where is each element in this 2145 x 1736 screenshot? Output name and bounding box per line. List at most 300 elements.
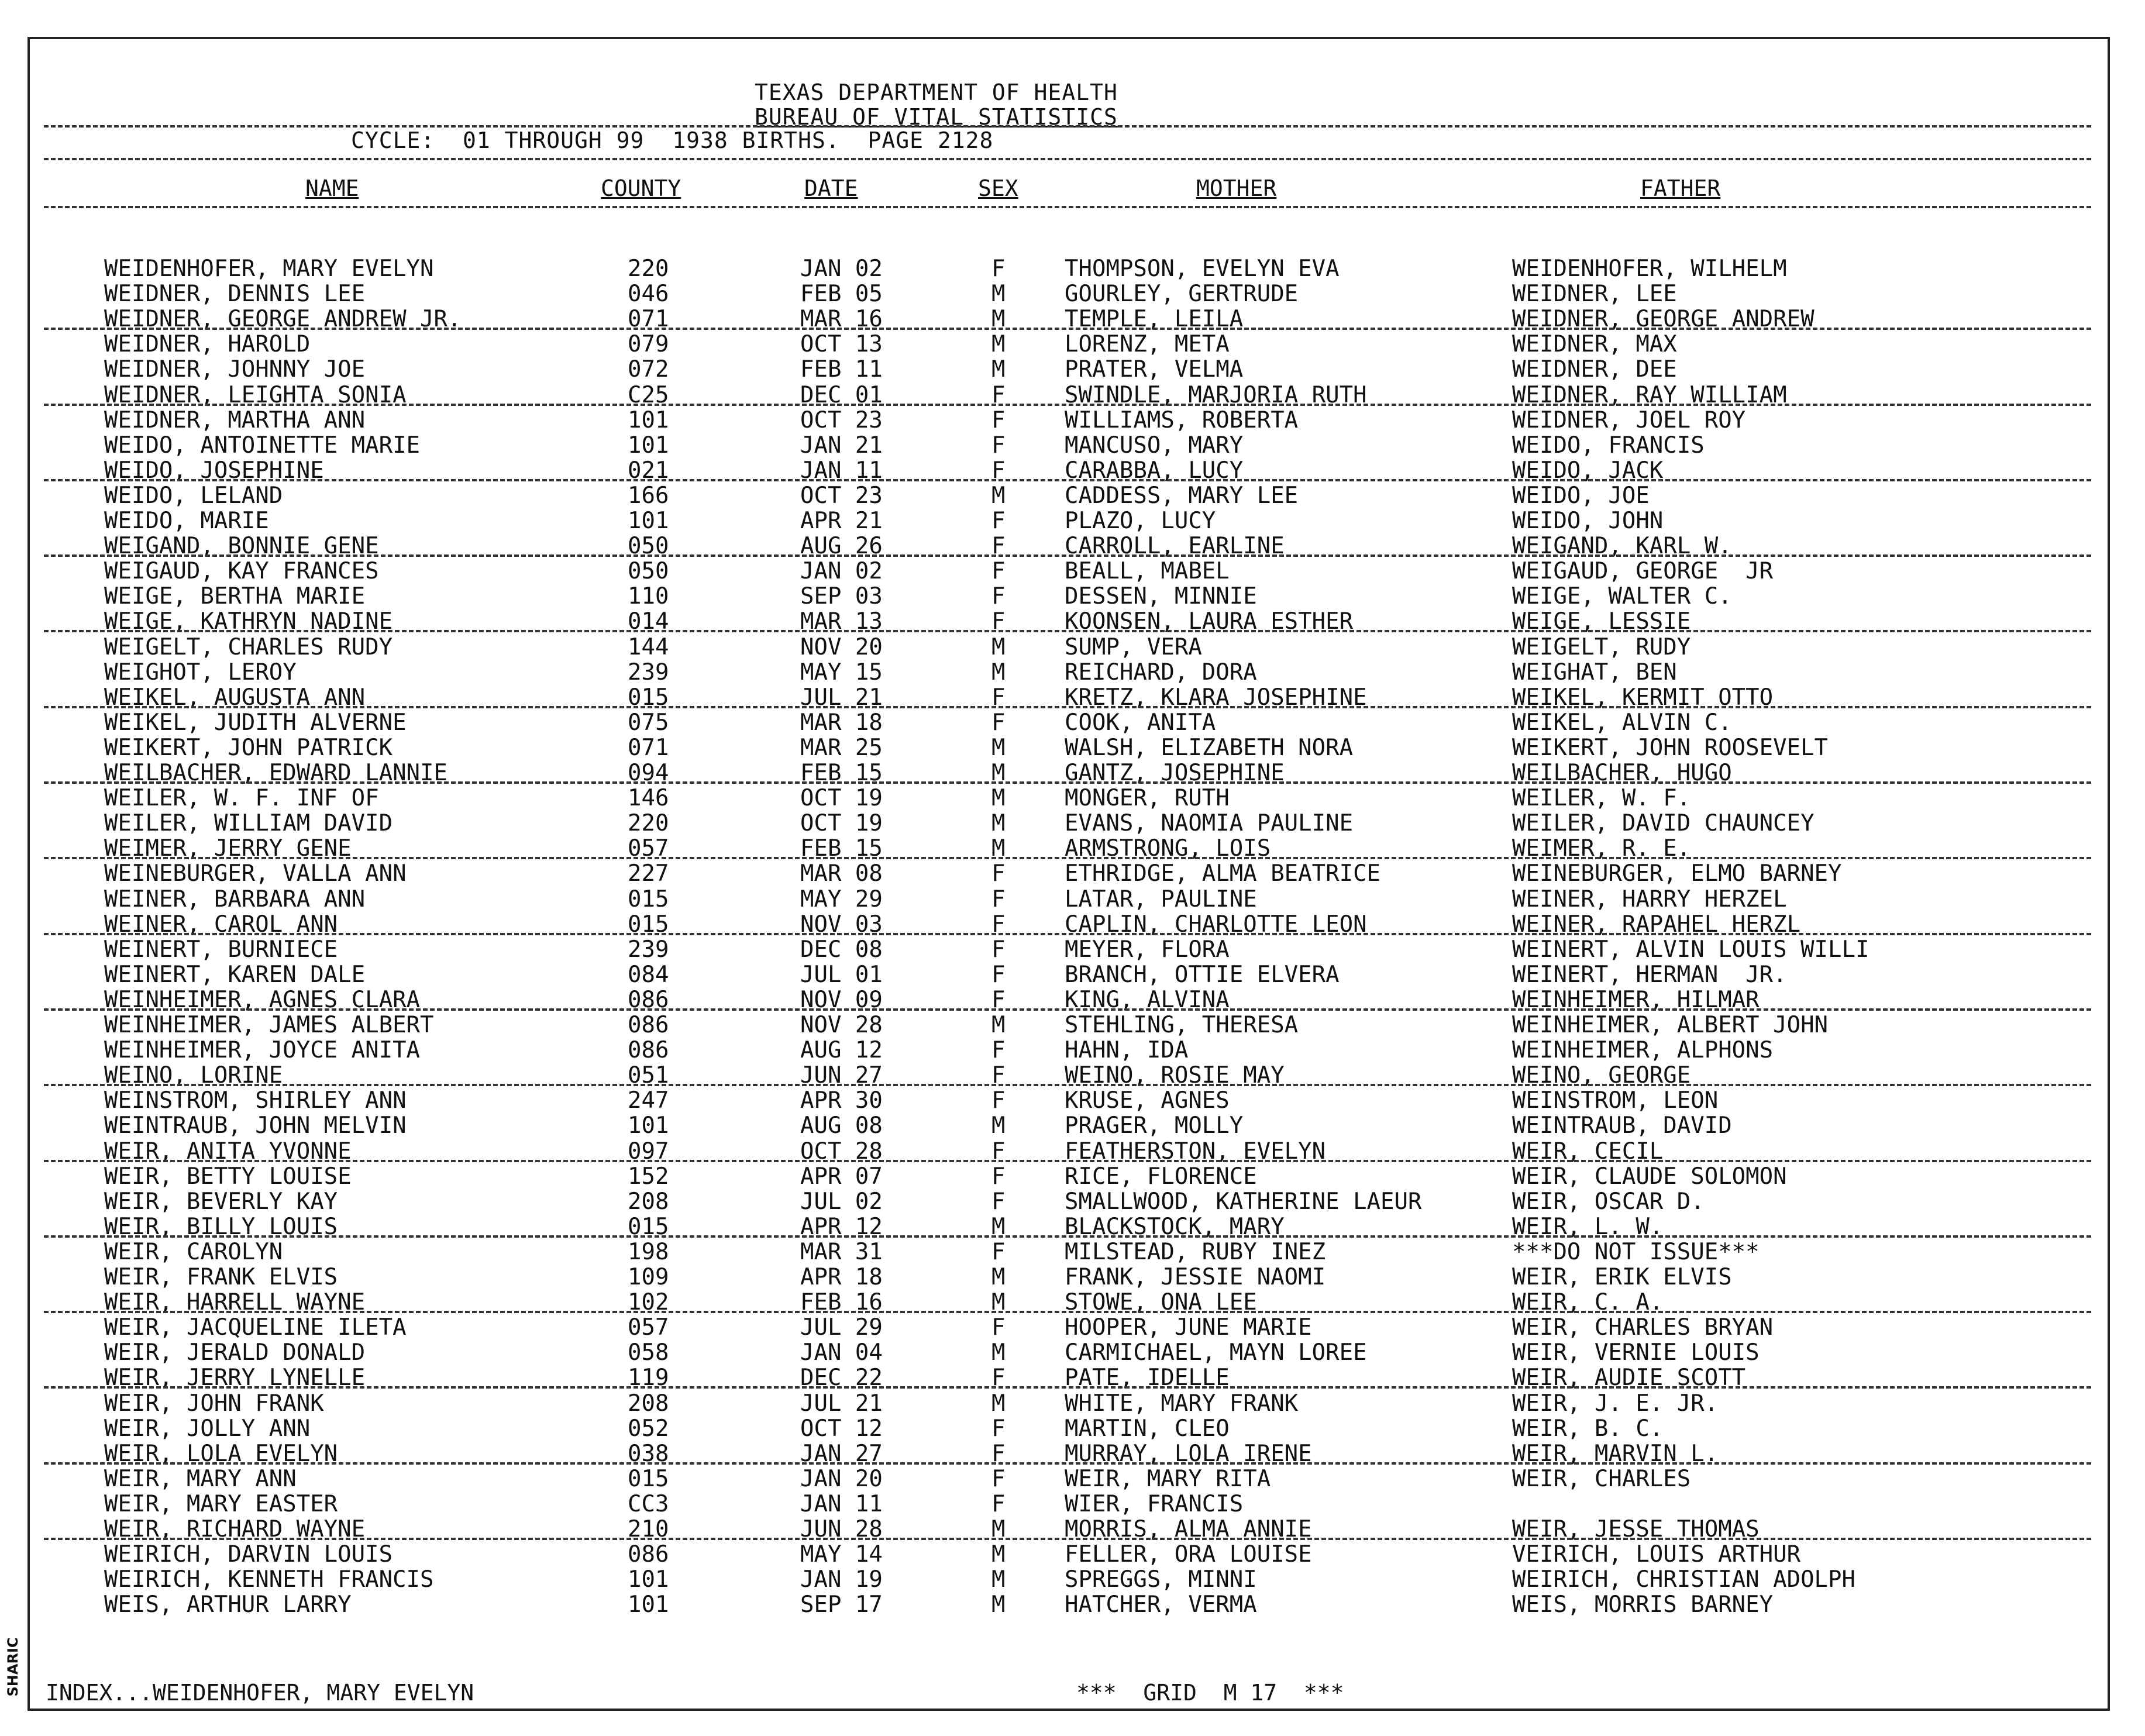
record-mother: WHITE, MARY FRANK bbox=[1065, 1390, 1299, 1417]
record-name: WEIR, CAROLYN bbox=[104, 1238, 283, 1265]
record-father: WEINER, HARRY HERZEL bbox=[1512, 886, 1787, 912]
record-mother: WALSH, ELIZABETH NORA bbox=[1065, 734, 1354, 761]
record-father: WEIR, CECIL bbox=[1512, 1138, 1664, 1165]
record-mother: BLACKSTOCK, MARY bbox=[1065, 1213, 1285, 1240]
record-row bbox=[0, 634, 2106, 659]
record-name: WEIR, JOHN FRANK bbox=[104, 1390, 324, 1417]
record-name: WEINER, BARBARA ANN bbox=[104, 886, 366, 912]
record-mother: REICHARD, DORA bbox=[1065, 659, 1257, 686]
record-mother: KRETZ, KLARA JOSEPHINE bbox=[1065, 684, 1367, 711]
record-row bbox=[0, 256, 2106, 280]
row-separator bbox=[44, 1462, 2091, 1465]
record-mother: DESSEN, MINNIE bbox=[1065, 583, 1257, 610]
record-county: 021 bbox=[628, 457, 669, 484]
record-name: WEIR, BETTY LOUISE bbox=[104, 1163, 352, 1190]
record-name: WEILBACHER, EDWARD LANNIE bbox=[104, 760, 447, 786]
record-date: JUL 01 bbox=[800, 961, 883, 988]
record-row bbox=[0, 608, 2106, 633]
record-date: MAY 15 bbox=[800, 659, 883, 686]
record-mother: MORRIS, ALMA ANNIE bbox=[1065, 1516, 1312, 1542]
record-father: VEIRICH, LOUIS ARTHUR bbox=[1512, 1541, 1801, 1568]
record-mother: FELLER, ORA LOUISE bbox=[1065, 1541, 1312, 1568]
record-mother: STOWE, ONA LEE bbox=[1065, 1289, 1257, 1316]
record-date: DEC 22 bbox=[800, 1365, 883, 1391]
record-name: WEIR, JOLLY ANN bbox=[104, 1415, 311, 1442]
record-county: 239 bbox=[628, 659, 669, 686]
record-sex: M bbox=[991, 835, 1006, 862]
record-sex: F bbox=[991, 1062, 1006, 1089]
record-name: WEIDO, ANTOINETTE MARIE bbox=[104, 432, 421, 459]
record-name: WEIR, JERRY LYNELLE bbox=[104, 1365, 366, 1391]
record-mother: STEHLING, THERESA bbox=[1065, 1012, 1299, 1038]
row-separator bbox=[44, 706, 2091, 708]
record-mother: TEMPLE, LEILA bbox=[1065, 306, 1244, 333]
row-separator bbox=[44, 1538, 2091, 1540]
record-sex: F bbox=[991, 533, 1006, 560]
record-county: 198 bbox=[628, 1238, 669, 1265]
record-row bbox=[0, 1138, 2106, 1163]
record-county: 050 bbox=[628, 558, 669, 585]
record-father: WEIGHAT, BEN bbox=[1512, 659, 1677, 686]
record-county: 015 bbox=[628, 1465, 669, 1492]
record-date: JAN 20 bbox=[800, 1465, 883, 1492]
record-date: MAY 29 bbox=[800, 886, 883, 912]
record-mother: MARTIN, CLEO bbox=[1065, 1415, 1230, 1442]
record-date: NOV 28 bbox=[800, 1012, 883, 1038]
record-row bbox=[0, 382, 2106, 407]
record-date: OCT 19 bbox=[800, 810, 883, 837]
record-county: 109 bbox=[628, 1264, 669, 1290]
record-row bbox=[0, 936, 2106, 961]
record-sex: M bbox=[991, 1264, 1006, 1290]
record-date: NOV 09 bbox=[800, 986, 883, 1013]
record-row bbox=[0, 987, 2106, 1011]
row-separator bbox=[44, 781, 2091, 784]
record-county: 146 bbox=[628, 785, 669, 812]
record-father: WEIDNER, DEE bbox=[1512, 356, 1677, 383]
record-sex: F bbox=[991, 381, 1006, 408]
record-date: MAR 16 bbox=[800, 306, 883, 333]
record-row bbox=[0, 306, 2106, 333]
record-sex: F bbox=[991, 1365, 1006, 1391]
record-father: WEIMER, R. E. bbox=[1512, 835, 1691, 862]
record-father: WEIR, OSCAR D. bbox=[1512, 1188, 1705, 1215]
record-row bbox=[0, 659, 2106, 684]
record-name: WEIGE, KATHRYN NADINE bbox=[104, 608, 393, 635]
record-mother: LATAR, PAULINE bbox=[1065, 886, 1257, 912]
record-name: WEIDNER, HAROLD bbox=[104, 331, 311, 358]
record-mother: GOURLEY, GERTRUDE bbox=[1065, 281, 1299, 308]
record-county: 097 bbox=[628, 1138, 669, 1165]
record-mother: BEALL, MABEL bbox=[1065, 558, 1230, 585]
record-row bbox=[0, 1390, 2106, 1415]
side-stamp-text: SHARIC bbox=[5, 1637, 21, 1697]
record-county: 072 bbox=[628, 356, 669, 383]
record-date: SEP 03 bbox=[800, 583, 883, 610]
record-name: WEIR, BEVERLY KAY bbox=[104, 1188, 338, 1215]
row-separator bbox=[44, 554, 2091, 557]
record-sex: F bbox=[991, 1465, 1006, 1492]
record-county: 086 bbox=[628, 1037, 669, 1064]
record-father: WEINHEIMER, HILMAR bbox=[1512, 986, 1760, 1013]
record-date: JAN 02 bbox=[800, 558, 883, 585]
header-line-3: CYCLE: 01 THROUGH 99 1938 BIRTHS. PAGE 2128 bbox=[351, 128, 994, 153]
record-mother: WIER, FRANCIS bbox=[1065, 1490, 1244, 1517]
record-row bbox=[0, 886, 2106, 911]
record-mother: LORENZ, META bbox=[1065, 331, 1230, 358]
record-sex: M bbox=[991, 1339, 1006, 1366]
record-father: WEIDNER, JOEL ROY bbox=[1512, 407, 1746, 433]
record-row bbox=[0, 1112, 2106, 1137]
record-name: WEIDNER, JOHNNY JOE bbox=[104, 356, 366, 383]
record-row bbox=[0, 1415, 2106, 1440]
row-separator bbox=[44, 1235, 2091, 1238]
record-sex: F bbox=[991, 558, 1006, 585]
record-county: 057 bbox=[628, 835, 669, 862]
record-name: WEIR, RICHARD WAYNE bbox=[104, 1516, 366, 1542]
record-name: WEIGHOT, LEROY bbox=[104, 659, 297, 686]
record-date: MAR 08 bbox=[800, 860, 883, 887]
record-county: 015 bbox=[628, 1213, 669, 1240]
record-row bbox=[0, 432, 2106, 457]
record-row bbox=[0, 1441, 2106, 1465]
record-name: WEIGAUD, KAY FRANCES bbox=[104, 558, 379, 585]
record-mother: HATCHER, VERMA bbox=[1065, 1592, 1257, 1618]
record-name: WEINSTROM, SHIRLEY ANN bbox=[104, 1087, 407, 1114]
record-name: WEIDNER, DENNIS LEE bbox=[104, 281, 366, 308]
record-mother: ETHRIDGE, ALMA BEATRICE bbox=[1065, 860, 1381, 887]
record-date: APR 18 bbox=[800, 1264, 883, 1290]
record-father: WEINHEIMER, ALBERT JOHN bbox=[1512, 1012, 1829, 1038]
record-sex: F bbox=[991, 709, 1006, 736]
record-name: WEIR, FRANK ELVIS bbox=[104, 1264, 338, 1290]
col-header-mother: MOTHER bbox=[1196, 175, 1277, 201]
record-date: FEB 05 bbox=[800, 281, 883, 308]
column-header-rule bbox=[44, 206, 2091, 208]
row-separator bbox=[44, 630, 2091, 632]
record-father: WEIDO, JOE bbox=[1512, 482, 1650, 509]
record-mother: FEATHERSTON, EVELYN bbox=[1065, 1138, 1326, 1165]
record-name: WEINEBURGER, VALLA ANN bbox=[104, 860, 407, 887]
record-row bbox=[0, 281, 2106, 308]
record-name: WEIGELT, CHARLES RUDY bbox=[104, 633, 393, 660]
record-date: AUG 26 bbox=[800, 533, 883, 560]
record-sex: M bbox=[991, 734, 1006, 761]
record-county: 094 bbox=[628, 760, 669, 786]
record-date: AUG 08 bbox=[800, 1112, 883, 1139]
record-sex: M bbox=[991, 659, 1006, 686]
record-sex: M bbox=[991, 1592, 1006, 1618]
record-sex: F bbox=[991, 986, 1006, 1013]
col-header-sex: SEX bbox=[978, 175, 1018, 201]
record-name: WEIDO, JOSEPHINE bbox=[104, 457, 324, 484]
record-mother: MEYER, FLORA bbox=[1065, 936, 1230, 963]
record-date: JUL 02 bbox=[800, 1188, 883, 1215]
record-row bbox=[0, 1365, 2106, 1389]
record-date: OCT 19 bbox=[800, 785, 883, 812]
record-name: WEIR, LOLA EVELYN bbox=[104, 1440, 338, 1467]
col-header-father: FATHER bbox=[1640, 175, 1721, 201]
record-father: WEIR, AUDIE SCOTT bbox=[1512, 1365, 1746, 1391]
record-sex: M bbox=[991, 1289, 1006, 1316]
record-date: OCT 13 bbox=[800, 331, 883, 358]
record-row bbox=[0, 331, 2106, 356]
record-mother: WEIR, MARY RITA bbox=[1065, 1465, 1271, 1492]
record-row bbox=[0, 735, 2106, 759]
record-father: WEIR, L. W. bbox=[1512, 1213, 1664, 1240]
record-sex: F bbox=[991, 911, 1006, 938]
record-name: WEINHEIMER, JAMES ALBERT bbox=[104, 1012, 434, 1038]
record-row bbox=[0, 785, 2106, 810]
record-county: 239 bbox=[628, 936, 669, 963]
record-father: WEIDO, JOHN bbox=[1512, 508, 1664, 534]
record-name: WEIKEL, AUGUSTA ANN bbox=[104, 684, 366, 711]
record-sex: M bbox=[991, 1012, 1006, 1038]
record-name: WEINERT, KAREN DALE bbox=[104, 961, 366, 988]
record-sex: M bbox=[991, 1541, 1006, 1568]
record-name: WEINHEIMER, JOYCE ANITA bbox=[104, 1037, 421, 1064]
record-sex: F bbox=[991, 936, 1006, 963]
record-father: WEINTRAUB, DAVID bbox=[1512, 1112, 1732, 1139]
record-county: 166 bbox=[628, 482, 669, 509]
record-mother: HOOPER, JUNE MARIE bbox=[1065, 1314, 1312, 1341]
record-date: JUL 21 bbox=[800, 1390, 883, 1417]
record-row bbox=[0, 962, 2106, 986]
record-county: 015 bbox=[628, 886, 669, 912]
col-header-county: COUNTY bbox=[601, 175, 681, 201]
record-county: 052 bbox=[628, 1415, 669, 1442]
record-father: WEIR, JESSE THOMAS bbox=[1512, 1516, 1760, 1542]
record-mother: RICE, FLORENCE bbox=[1065, 1163, 1257, 1190]
record-father: WEIDENHOFER, WILHELM bbox=[1512, 256, 1787, 282]
record-father: WEINO, GEORGE bbox=[1512, 1062, 1691, 1089]
record-sex: M bbox=[991, 1390, 1006, 1417]
record-father: WEIR, J. E. JR. bbox=[1512, 1390, 1719, 1417]
row-separator bbox=[44, 933, 2091, 935]
record-father: WEIKERT, JOHN ROOSEVELT bbox=[1512, 734, 1829, 761]
record-sex: M bbox=[991, 785, 1006, 812]
record-row bbox=[0, 1566, 2106, 1591]
record-sex: F bbox=[991, 1238, 1006, 1265]
record-date: JAN 02 bbox=[800, 256, 883, 282]
record-row bbox=[0, 835, 2106, 860]
record-father: WEILBACHER, HUGO bbox=[1512, 760, 1732, 786]
record-county: 102 bbox=[628, 1289, 669, 1316]
record-county: 051 bbox=[628, 1062, 669, 1089]
header-line-1: TEXAS DEPARTMENT OF HEALTH bbox=[755, 80, 1118, 105]
record-row bbox=[0, 1062, 2106, 1087]
record-name: WEIR, JACQUELINE ILETA bbox=[104, 1314, 407, 1341]
record-date: APR 12 bbox=[800, 1213, 883, 1240]
record-name: WEIR, BILLY LOUIS bbox=[104, 1213, 338, 1240]
record-mother: CARROLL, EARLINE bbox=[1065, 533, 1285, 560]
record-county: 015 bbox=[628, 911, 669, 938]
record-county: 119 bbox=[628, 1365, 669, 1391]
record-name: WEINERT, BURNIECE bbox=[104, 936, 338, 963]
record-father: WEIDNER, LEE bbox=[1512, 281, 1677, 308]
record-mother: PLAZO, LUCY bbox=[1065, 508, 1216, 534]
record-date: APR 07 bbox=[800, 1163, 883, 1190]
record-date: NOV 03 bbox=[800, 911, 883, 938]
record-mother: MANCUSO, MARY bbox=[1065, 432, 1244, 459]
record-father: WEINEBURGER, ELMO BARNEY bbox=[1512, 860, 1842, 887]
record-father: WEIR, ERIK ELVIS bbox=[1512, 1264, 1732, 1290]
record-mother: THOMPSON, EVELYN EVA bbox=[1065, 256, 1340, 282]
record-sex: F bbox=[991, 457, 1006, 484]
record-date: FEB 15 bbox=[800, 835, 883, 862]
record-row bbox=[0, 1037, 2106, 1062]
record-row bbox=[0, 1314, 2106, 1339]
record-row bbox=[0, 1289, 2106, 1314]
record-county: C25 bbox=[628, 381, 669, 408]
record-row bbox=[0, 1012, 2106, 1036]
record-mother: WILLIAMS, ROBERTA bbox=[1065, 407, 1299, 433]
record-county: 079 bbox=[628, 331, 669, 358]
record-sex: M bbox=[991, 1566, 1006, 1593]
record-sex: F bbox=[991, 1163, 1006, 1190]
record-date: FEB 15 bbox=[800, 760, 883, 786]
record-county: 110 bbox=[628, 583, 669, 610]
row-separator bbox=[44, 1311, 2091, 1313]
record-county: 101 bbox=[628, 1112, 669, 1139]
record-county: 086 bbox=[628, 1541, 669, 1568]
record-county: 101 bbox=[628, 1566, 669, 1593]
record-name: WEINHEIMER, AGNES CLARA bbox=[104, 986, 421, 1013]
record-sex: M bbox=[991, 482, 1006, 509]
row-separator bbox=[44, 479, 2091, 481]
record-row bbox=[0, 1214, 2106, 1238]
record-mother: SMALLWOOD, KATHERINE LAEUR bbox=[1065, 1188, 1422, 1215]
record-mother: MILSTEAD, RUBY INEZ bbox=[1065, 1238, 1326, 1265]
header-line-2: BUREAU OF VITAL STATISTICS bbox=[755, 104, 1118, 130]
record-row bbox=[0, 684, 2106, 709]
record-mother: FRANK, JESSIE NAOMI bbox=[1065, 1264, 1326, 1290]
record-father: WEINHEIMER, ALPHONS bbox=[1512, 1037, 1774, 1064]
record-county: 220 bbox=[628, 810, 669, 837]
row-separator bbox=[44, 1386, 2091, 1389]
record-name: WEIDO, LELAND bbox=[104, 482, 283, 509]
record-mother: CADDESS, MARY LEE bbox=[1065, 482, 1299, 509]
record-row bbox=[0, 1163, 2106, 1188]
record-sex: F bbox=[991, 256, 1006, 282]
record-father: WEIR, B. C. bbox=[1512, 1415, 1664, 1442]
footer-grid: *** GRID M 17 *** bbox=[1076, 1680, 1344, 1706]
record-father: WEIR, VERNIE LOUIS bbox=[1512, 1339, 1760, 1366]
record-county: 086 bbox=[628, 1012, 669, 1038]
record-name: WEIGE, BERTHA MARIE bbox=[104, 583, 366, 610]
record-county: 210 bbox=[628, 1516, 669, 1542]
record-father: WEILER, DAVID CHAUNCEY bbox=[1512, 810, 1815, 837]
record-date: JUN 28 bbox=[800, 1516, 883, 1542]
record-county: 071 bbox=[628, 734, 669, 761]
record-sex: F bbox=[991, 1037, 1006, 1064]
record-father: WEIGAND, KARL W. bbox=[1512, 533, 1732, 560]
record-mother: MONGER, RUTH bbox=[1065, 785, 1230, 812]
record-father: WEIDNER, RAY WILLIAM bbox=[1512, 381, 1787, 408]
record-mother: CARMICHAEL, MAYN LOREE bbox=[1065, 1339, 1367, 1366]
record-name: WEIDENHOFER, MARY EVELYN bbox=[104, 256, 434, 282]
record-name: WEIR, JERALD DONALD bbox=[104, 1339, 366, 1366]
record-name: WEIDO, MARIE bbox=[104, 508, 269, 534]
record-row bbox=[0, 457, 2106, 482]
record-mother: CAPLIN, CHARLOTTE LEON bbox=[1065, 911, 1367, 938]
subheader-rule bbox=[44, 158, 2091, 160]
record-sex: M bbox=[991, 810, 1006, 837]
record-date: APR 21 bbox=[800, 508, 883, 534]
record-sex: F bbox=[991, 508, 1006, 534]
record-sex: M bbox=[991, 1213, 1006, 1240]
record-father: WEINERT, HERMAN JR. bbox=[1512, 961, 1787, 988]
record-sex: F bbox=[991, 1188, 1006, 1215]
record-county: 144 bbox=[628, 633, 669, 660]
record-date: AUG 12 bbox=[800, 1037, 883, 1064]
record-father: WEIDO, JACK bbox=[1512, 457, 1664, 484]
record-father: WEIGELT, RUDY bbox=[1512, 633, 1691, 660]
record-row bbox=[0, 911, 2106, 936]
record-sex: M bbox=[991, 356, 1006, 383]
record-name: WEIRICH, DARVIN LOUIS bbox=[104, 1541, 393, 1568]
record-date: APR 30 bbox=[800, 1087, 883, 1114]
record-county: 101 bbox=[628, 508, 669, 534]
record-sex: F bbox=[991, 1440, 1006, 1467]
record-name: WEINO, LORINE bbox=[104, 1062, 283, 1089]
row-separator bbox=[44, 404, 2091, 406]
record-name: WEIR, MARY EASTER bbox=[104, 1490, 338, 1517]
record-row bbox=[0, 558, 2106, 583]
record-mother: COOK, ANITA bbox=[1065, 709, 1216, 736]
record-mother: BRANCH, OTTIE ELVERA bbox=[1065, 961, 1340, 988]
record-date: FEB 16 bbox=[800, 1289, 883, 1316]
record-county: 247 bbox=[628, 1087, 669, 1114]
record-row bbox=[0, 1541, 2106, 1566]
record-sex: F bbox=[991, 1490, 1006, 1517]
record-county: 086 bbox=[628, 986, 669, 1013]
record-date: JAN 21 bbox=[800, 432, 883, 459]
record-county: 071 bbox=[628, 306, 669, 333]
record-mother: EVANS, NAOMIA PAULINE bbox=[1065, 810, 1354, 837]
record-father: WEINER, RAPAHEL HERZL bbox=[1512, 911, 1801, 938]
record-row bbox=[0, 407, 2106, 432]
record-county: 058 bbox=[628, 1339, 669, 1366]
record-row bbox=[0, 1339, 2106, 1364]
side-stamp bbox=[1, 1632, 25, 1702]
record-county: 220 bbox=[628, 256, 669, 282]
record-county: 227 bbox=[628, 860, 669, 887]
record-sex: F bbox=[991, 583, 1006, 610]
record-mother: KRUSE, AGNES bbox=[1065, 1087, 1230, 1114]
record-sex: M bbox=[991, 760, 1006, 786]
record-sex: F bbox=[991, 684, 1006, 711]
record-mother: KOONSEN, LAURA ESTHER bbox=[1065, 608, 1354, 635]
record-father: ***DO NOT ISSUE*** bbox=[1512, 1238, 1760, 1265]
record-father: WEIGE, WALTER C. bbox=[1512, 583, 1732, 610]
record-name: WEINER, CAROL ANN bbox=[104, 911, 338, 938]
record-date: JUN 27 bbox=[800, 1062, 883, 1089]
record-father: WEIKEL, ALVIN C. bbox=[1512, 709, 1732, 736]
record-date: MAR 13 bbox=[800, 608, 883, 635]
record-father: WEIR, CLAUDE SOLOMON bbox=[1512, 1163, 1787, 1190]
record-mother: PATE, IDELLE bbox=[1065, 1365, 1230, 1391]
record-date: OCT 23 bbox=[800, 482, 883, 509]
record-row bbox=[0, 583, 2106, 608]
record-mother: GANTZ, JOSEPHINE bbox=[1065, 760, 1285, 786]
record-date: OCT 23 bbox=[800, 407, 883, 433]
record-county: 057 bbox=[628, 1314, 669, 1341]
record-sex: F bbox=[991, 860, 1006, 887]
record-date: MAR 31 bbox=[800, 1238, 883, 1265]
record-name: WEIR, HARRELL WAYNE bbox=[104, 1289, 366, 1316]
record-date: NOV 20 bbox=[800, 633, 883, 660]
